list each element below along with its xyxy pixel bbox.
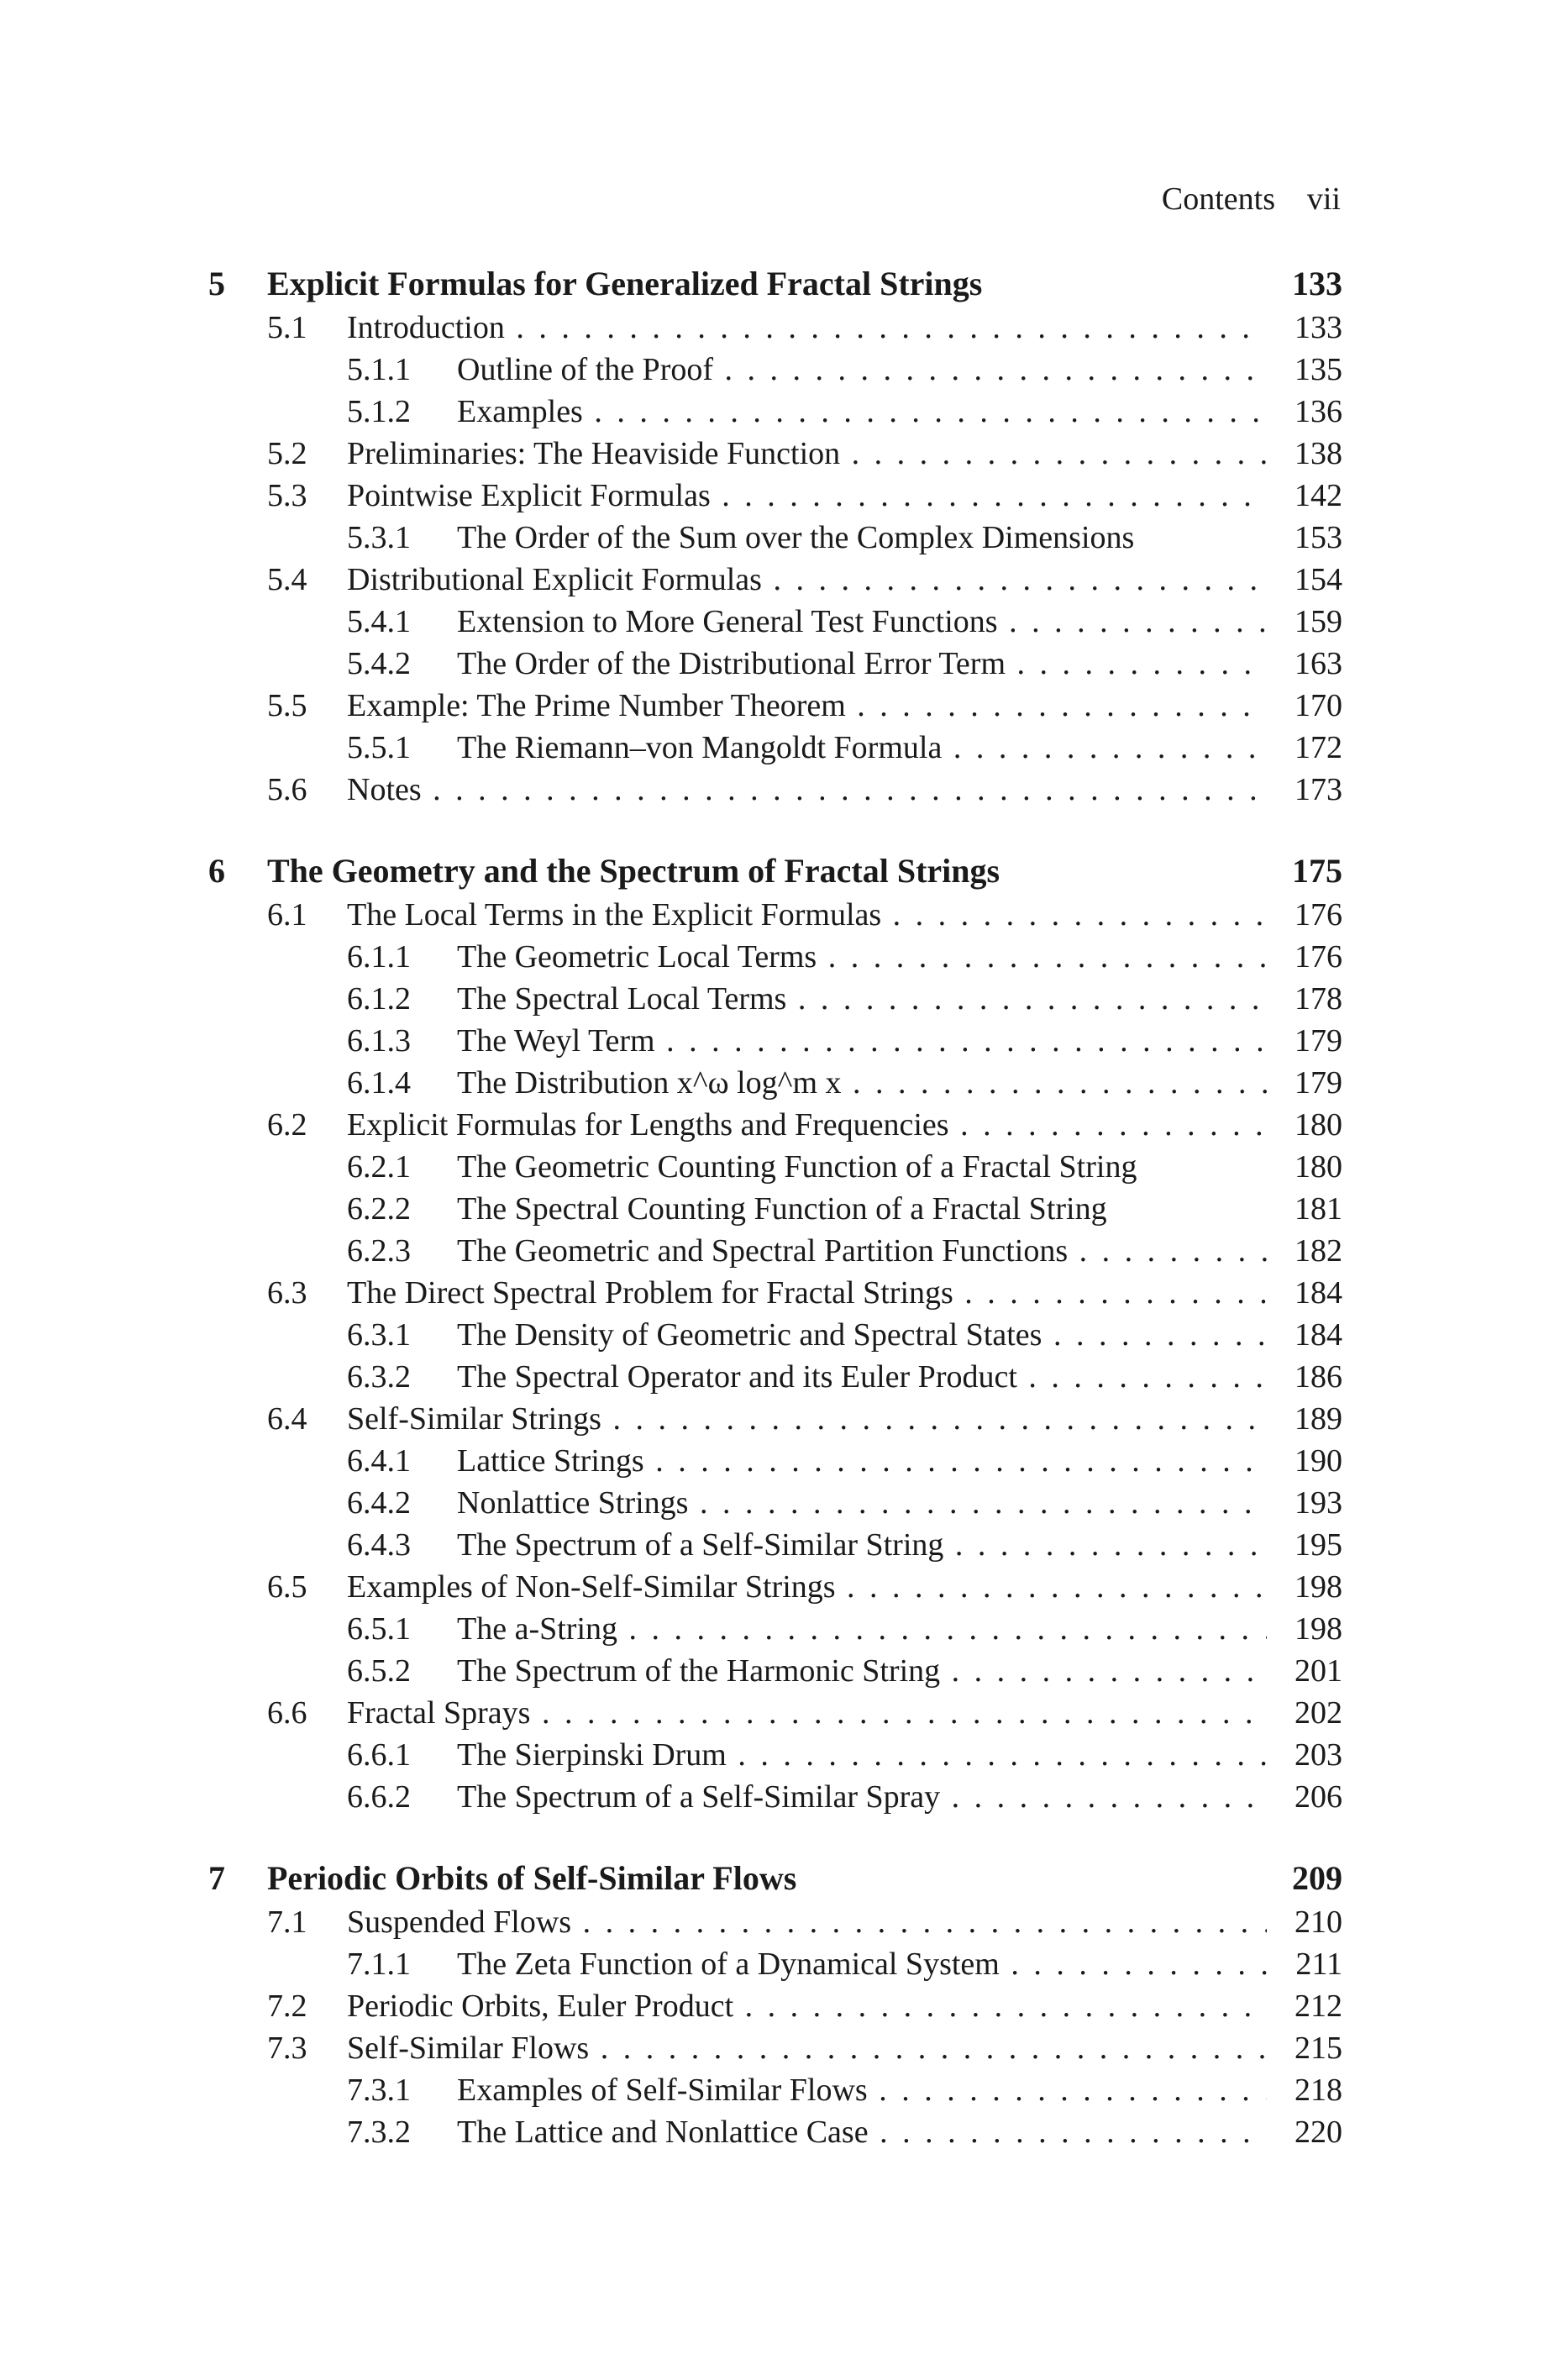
entry-page-number: 220 [1295, 2115, 1342, 2150]
subsection-entry[interactable] [208, 978, 1342, 1020]
entry-number: 6.3.1 [347, 1317, 411, 1353]
section-entry[interactable] [208, 685, 1342, 727]
table-of-contents [208, 260, 1342, 2190]
entry-title: The Weyl Term . . . [457, 1020, 1267, 1062]
subsection-entry[interactable] [208, 1650, 1342, 1692]
entry-number: 6.1 [267, 897, 307, 933]
entry-number: 6.6.2 [347, 1779, 411, 1815]
entry-number: 5.1.1 [347, 352, 411, 387]
subsection-entry[interactable] [208, 1943, 1342, 1985]
entry-number: 5.1 [267, 310, 307, 345]
chapter-5 [208, 260, 1342, 811]
section-entry[interactable] [208, 1272, 1342, 1314]
chapter-heading[interactable] [208, 1855, 1342, 1901]
entry-title: The Riemann–von Mangoldt Formula . . . [457, 727, 1267, 769]
section-entry[interactable] [208, 433, 1342, 475]
entry-number: 5.4.1 [347, 604, 411, 639]
entry-number: 6.1.3 [347, 1023, 411, 1059]
chapter-7 [208, 1855, 1342, 2153]
entry-number: 6.6.1 [347, 1737, 411, 1773]
entry-number: 7.3.1 [347, 2073, 411, 2108]
entry-title: Examples of Self-Similar Flows . . . [457, 2069, 1267, 2111]
entry-number: 6.4.3 [347, 1527, 411, 1563]
entry-page-number: 178 [1295, 981, 1342, 1017]
chapter-number: 7 [208, 1859, 225, 1897]
entry-number: 7.3.2 [347, 2115, 411, 2150]
subsection-entry[interactable] [208, 349, 1342, 391]
entry-title: Examples of Non-Self-Similar Strings . . . [347, 1566, 1267, 1608]
entry-title: The Local Terms in the Explicit Formulas . . . [347, 894, 1267, 936]
entry-page-number: 182 [1295, 1233, 1342, 1269]
chapter-title: The Geometry and the Spectrum of Fractal Strings [267, 852, 1000, 890]
entry-number: 5.3.1 [347, 520, 411, 555]
subsection-entry[interactable] [208, 1482, 1342, 1524]
entry-page-number: 184 [1295, 1275, 1342, 1311]
entry-number: 6.1.4 [347, 1065, 411, 1101]
entry-title: Introduction . . . [347, 307, 1267, 349]
entry-title: The Sierpinski Drum . . . [457, 1734, 1267, 1776]
subsection-entry[interactable] [208, 1020, 1342, 1062]
chapter-number: 6 [208, 852, 225, 890]
entry-title: Pointwise Explicit Formulas . . . [347, 475, 1267, 517]
running-head-page-number: vii [1306, 181, 1341, 217]
entry-title: Outline of the Proof . . . [457, 349, 1267, 391]
entry-page-number: 153 [1295, 520, 1342, 555]
entry-number: 6.1.1 [347, 939, 411, 975]
entry-number: 6.3 [267, 1275, 307, 1311]
entry-number: 6.2 [267, 1107, 307, 1143]
subsection-entry[interactable] [208, 1230, 1342, 1272]
entry-number: 5.1.2 [347, 394, 411, 429]
entry-number: 6.5 [267, 1569, 307, 1605]
entry-page-number: 212 [1295, 1989, 1342, 2024]
entry-page-number: 193 [1295, 1485, 1342, 1521]
entry-number: 7.1.1 [347, 1947, 411, 1982]
subsection-entry[interactable] [208, 1776, 1342, 1818]
entry-page-number: 218 [1295, 2073, 1342, 2108]
entry-number: 6.5.1 [347, 1611, 411, 1647]
chapter-number: 5 [208, 265, 225, 302]
subsection-entry[interactable] [208, 1734, 1342, 1776]
entry-number: 5.4 [267, 562, 307, 597]
subsection-entry[interactable] [208, 1062, 1342, 1104]
entry-page-number: 135 [1295, 352, 1342, 387]
entry-page-number: 142 [1295, 478, 1342, 513]
chapter-page-number: 175 [1292, 852, 1342, 890]
entry-title: The Lattice and Nonlattice Case . . . [457, 2111, 1267, 2153]
entry-title: Lattice Strings . . . [457, 1440, 1267, 1482]
entry-number: 7.3 [267, 2031, 307, 2066]
entry-page-number: 198 [1295, 1611, 1342, 1647]
entry-page-number: 190 [1295, 1443, 1342, 1479]
subsection-entry[interactable] [208, 517, 1342, 559]
subsection-entry[interactable] [208, 1440, 1342, 1482]
subsection-entry[interactable] [208, 1356, 1342, 1398]
subsection-entry[interactable] [208, 2111, 1342, 2153]
entry-page-number: 189 [1295, 1401, 1342, 1437]
entry-title: The Geometric Local Terms . . . [457, 936, 1267, 978]
entry-title: Fractal Sprays . . . [347, 1692, 1267, 1734]
page-header [0, 178, 1544, 220]
entry-title: The Spectrum of a Self-Similar String . . . [457, 1524, 1267, 1566]
entry-page-number: 211 [1295, 1947, 1342, 1982]
entry-page-number: 215 [1295, 2031, 1342, 2066]
entry-page-number: 206 [1295, 1779, 1342, 1815]
entry-title: Nonlattice Strings . . . [457, 1482, 1267, 1524]
chapter-heading[interactable] [208, 848, 1342, 894]
entry-number: 6.5.2 [347, 1653, 411, 1689]
entry-number: 7.1 [267, 1905, 307, 1940]
entry-title: The Density of Geometric and Spectral States . . . [457, 1314, 1267, 1356]
entry-title: The Spectral Operator and its Euler Product . . . [457, 1356, 1267, 1398]
entry-page-number: 138 [1295, 436, 1342, 471]
entry-number: 6.2.2 [347, 1191, 411, 1227]
chapter-title: Periodic Orbits of Self-Similar Flows [267, 1859, 797, 1897]
subsection-entry[interactable] [208, 1608, 1342, 1650]
entry-title: Examples . . . [457, 391, 1267, 433]
entry-number: 5.6 [267, 772, 307, 807]
entry-title: The Order of the Distributional Error Term . . . [457, 643, 1267, 685]
entry-page-number: 136 [1295, 394, 1342, 429]
entry-title: The Distribution x^ω log^m x . . . [457, 1062, 1267, 1104]
entry-page-number: 186 [1295, 1359, 1342, 1395]
entry-title: The Order of the Sum over the Complex Dimensions [457, 520, 1135, 555]
entry-title: Suspended Flows . . . [347, 1901, 1267, 1943]
entry-title: Explicit Formulas for Lengths and Frequencies . . . [347, 1104, 1267, 1146]
entry-title: Notes . . . [347, 769, 1267, 811]
entry-number: 6.3.2 [347, 1359, 411, 1395]
subsection-entry[interactable] [208, 727, 1342, 769]
subsection-entry[interactable] [208, 1146, 1342, 1188]
section-entry[interactable] [208, 1398, 1342, 1440]
running-head-title: Contents [1161, 181, 1275, 217]
entry-page-number: 202 [1295, 1695, 1342, 1731]
entry-page-number: 176 [1295, 939, 1342, 975]
entry-title: The Geometric Counting Function of a Fractal String [457, 1149, 1137, 1185]
section-entry[interactable] [208, 559, 1342, 601]
entry-page-number: 203 [1295, 1737, 1342, 1773]
subsection-entry[interactable] [208, 391, 1342, 433]
subsection-entry[interactable] [208, 1524, 1342, 1566]
entry-page-number: 198 [1295, 1569, 1342, 1605]
entry-number: 6.1.2 [347, 981, 411, 1017]
chapter-heading[interactable] [208, 260, 1342, 307]
chapter-6 [208, 848, 1342, 1818]
entry-number: 6.4 [267, 1401, 307, 1437]
entry-page-number: 133 [1295, 310, 1342, 345]
entry-page-number: 154 [1295, 562, 1342, 597]
entry-number: 5.4.2 [347, 646, 411, 681]
entry-page-number: 201 [1295, 1653, 1342, 1689]
entry-title: The Spectral Local Terms . . . [457, 978, 1267, 1020]
entry-page-number: 180 [1295, 1149, 1342, 1185]
entry-number: 5.5.1 [347, 730, 411, 765]
entry-title: The Direct Spectral Problem for Fractal Strings . . . [347, 1272, 1267, 1314]
entry-page-number: 210 [1295, 1905, 1342, 1940]
entry-number: 6.2.3 [347, 1233, 411, 1269]
subsection-entry[interactable] [208, 1188, 1342, 1230]
section-entry[interactable] [208, 475, 1342, 517]
entry-page-number: 181 [1295, 1191, 1342, 1227]
section-entry[interactable] [208, 1985, 1342, 2027]
entry-title: The a-String . . . [457, 1608, 1267, 1650]
entry-title: Self-Similar Flows . . . [347, 2027, 1267, 2069]
entry-title: The Spectrum of a Self-Similar Spray . . . [457, 1776, 1267, 1818]
entry-page-number: 184 [1295, 1317, 1342, 1353]
entry-number: 6.6 [267, 1695, 307, 1731]
section-entry[interactable] [208, 769, 1342, 811]
section-entry[interactable] [208, 1566, 1342, 1608]
section-entry[interactable] [208, 1901, 1342, 1943]
entry-title: The Spectrum of the Harmonic String . . . [457, 1650, 1267, 1692]
entry-page-number: 195 [1295, 1527, 1342, 1563]
entry-title: The Geometric and Spectral Partition Functions . . . [457, 1230, 1267, 1272]
entry-page-number: 179 [1295, 1065, 1342, 1101]
chapter-title: Explicit Formulas for Generalized Fractal Strings [267, 265, 983, 302]
section-entry[interactable] [208, 1692, 1342, 1734]
subsection-entry[interactable] [208, 643, 1342, 685]
entry-page-number: 173 [1295, 772, 1342, 807]
section-entry[interactable] [208, 307, 1342, 349]
entry-page-number: 176 [1295, 897, 1342, 933]
section-entry[interactable] [208, 894, 1342, 936]
entry-number: 5.2 [267, 436, 307, 471]
entry-page-number: 180 [1295, 1107, 1342, 1143]
subsection-entry[interactable] [208, 601, 1342, 643]
subsection-entry[interactable] [208, 1314, 1342, 1356]
entry-number: 7.2 [267, 1989, 307, 2024]
entry-page-number: 172 [1295, 730, 1342, 765]
entry-page-number: 170 [1295, 688, 1342, 723]
entry-page-number: 163 [1295, 646, 1342, 681]
subsection-entry[interactable] [208, 936, 1342, 978]
section-entry[interactable] [208, 2027, 1342, 2069]
chapter-page-number: 133 [1292, 265, 1342, 302]
entry-title: Example: The Prime Number Theorem . . . [347, 685, 1267, 727]
entry-number: 6.4.2 [347, 1485, 411, 1521]
subsection-entry[interactable] [208, 2069, 1342, 2111]
entry-title: Extension to More General Test Functions . . . [457, 601, 1267, 643]
entry-number: 6.4.1 [347, 1443, 411, 1479]
entry-number: 6.2.1 [347, 1149, 411, 1185]
section-entry[interactable] [208, 1104, 1342, 1146]
entry-title: Self-Similar Strings . . . [347, 1398, 1267, 1440]
entry-number: 5.3 [267, 478, 307, 513]
entry-title: Periodic Orbits, Euler Product . . . [347, 1985, 1267, 2027]
entry-title: Distributional Explicit Formulas . . . [347, 559, 1267, 601]
entry-page-number: 179 [1295, 1023, 1342, 1059]
entry-number: 5.5 [267, 688, 307, 723]
entry-title: The Zeta Function of a Dynamical System . . . [457, 1943, 1267, 1985]
entry-page-number: 159 [1295, 604, 1342, 639]
entry-title: The Spectral Counting Function of a Fractal String [457, 1191, 1107, 1227]
entry-title: Preliminaries: The Heaviside Function . . . [347, 433, 1267, 475]
chapter-page-number: 209 [1292, 1859, 1342, 1897]
